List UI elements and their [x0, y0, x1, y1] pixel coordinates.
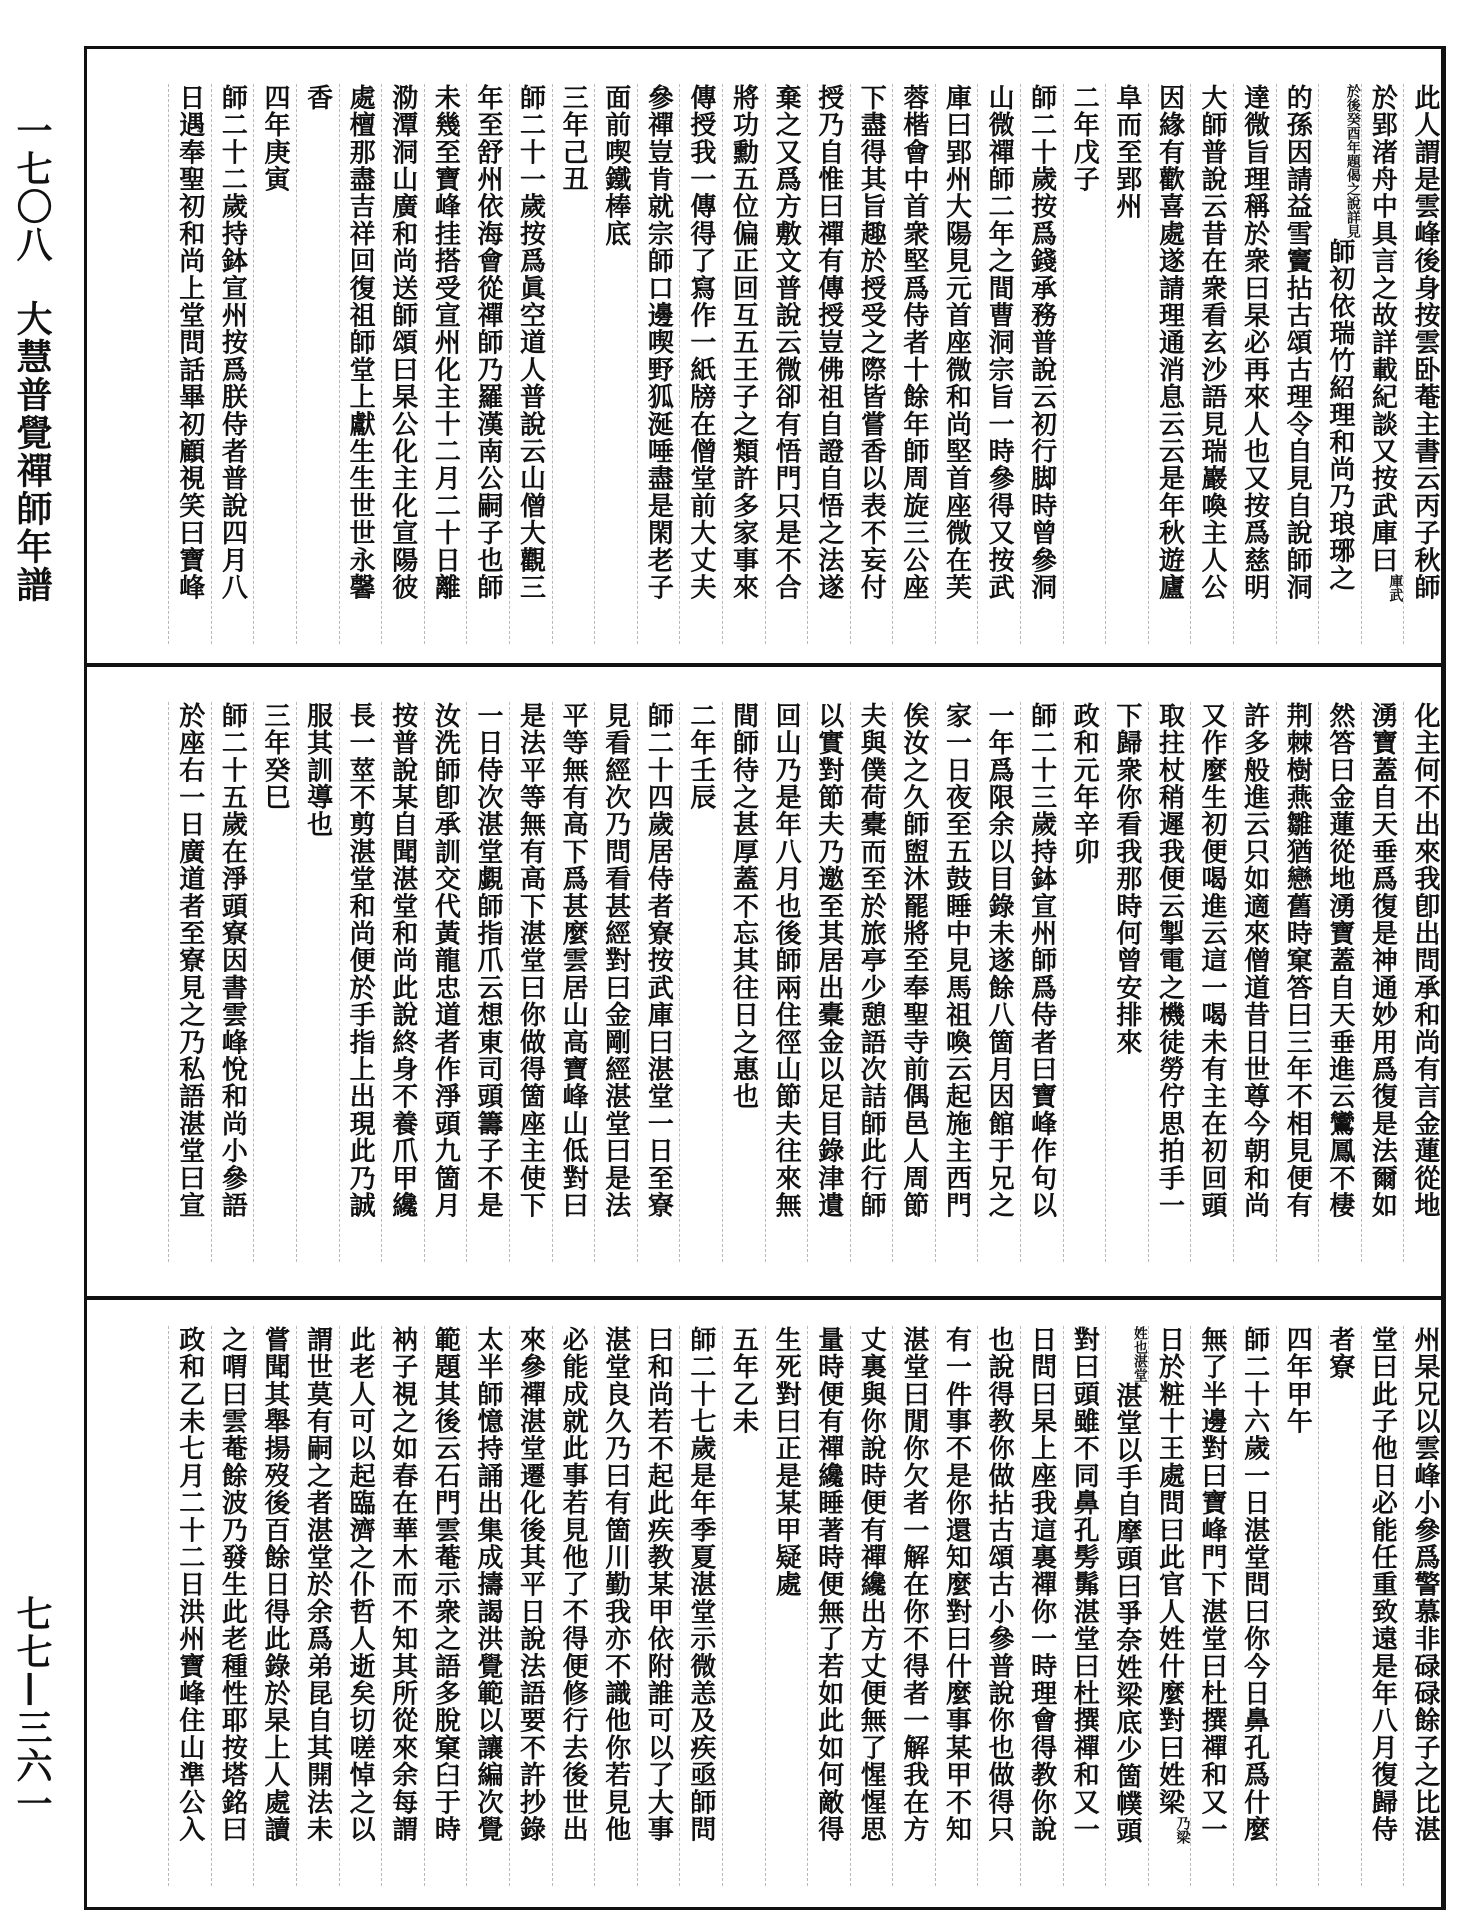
text-column [381, 702, 424, 1262]
column-text: 化主何不出來我卽出問承和尚有言金蓮從地 [1410, 702, 1440, 1219]
text-column [637, 702, 680, 1262]
note-line: 題偈之說詳見 [1344, 154, 1361, 238]
column-text: 家一日夜至五鼓睡中見馬祖喚云起施主西門 [941, 702, 972, 1219]
column-text: 是法平等無有高下湛堂曰你做得箇座主使下 [515, 702, 546, 1219]
column-text: 大師普說云昔在衆看玄沙語見瑞巖喚主人公 [1197, 84, 1228, 601]
text-column [935, 702, 978, 1262]
text-column [552, 702, 595, 1262]
note-line: 乃 [1174, 1815, 1191, 1830]
column-text: 之喟曰雲菴餘波乃發生此老種性耶按塔銘曰 [217, 1326, 248, 1843]
column-text: 長一莖不剪湛堂和尚便於手指上出現此乃誠 [345, 702, 376, 1219]
column-text: 二年戊子 [1069, 84, 1100, 193]
column-text: 一年爲限余以目錄未遂餘八箇月因館于兄之 [984, 702, 1015, 1219]
text-column [424, 84, 467, 644]
text-column [296, 702, 339, 1262]
column-text: 於郢渚舟中具言之故詳載紀談又按武庫曰 [1367, 84, 1398, 574]
text-column [765, 702, 808, 1262]
column-text: 以實對節夫乃邀至其居出橐金以足目錄津遺 [813, 702, 844, 1219]
column-text: 湧寶蓋自天垂爲復是神通妙用爲復是法爾如 [1367, 702, 1398, 1219]
text-column [339, 702, 382, 1262]
text-column [722, 84, 765, 644]
column-text: 湛堂良久乃曰有箇川勤我亦不識他你若見他 [600, 1326, 631, 1843]
text-column [424, 1326, 467, 1886]
text-column [1063, 1326, 1106, 1886]
text-column [850, 1326, 893, 1886]
column-text: 許多般進云只如適來僧道昔日世尊今朝和尚 [1239, 702, 1270, 1219]
column-text: 於座右一日廣道者至寮見之乃私語湛堂曰宣 [174, 702, 205, 1219]
note-line: 於後癸酉年 [1344, 84, 1361, 154]
text-column [807, 702, 850, 1262]
column-text: 平等無有高下爲甚麼雲居山高寶峰山低對曰 [558, 702, 589, 1219]
text-column [1148, 84, 1191, 644]
text-column [211, 84, 254, 644]
text-column [637, 84, 680, 644]
column-text: 師二十六歲一日湛堂問曰你今日鼻孔爲什麼 [1239, 1326, 1270, 1843]
text-column [594, 1326, 637, 1886]
text-column [1020, 1326, 1063, 1886]
column-text: 下盡得其旨趣於授受之際皆嘗香以表不妄付 [856, 84, 887, 601]
text-column [977, 84, 1020, 644]
column-text: 師二十七歲是年季夏湛堂示微恙及疾亟師問 [685, 1326, 716, 1843]
column-text: 師初依瑞竹紹理和尚乃琅琊之 [1324, 238, 1355, 592]
column-text: 庫曰郢州大陽見元首座微和尚堅首座微在芙 [941, 84, 972, 601]
text-column [1233, 702, 1276, 1262]
column-text: 政和元年辛卯 [1069, 702, 1100, 866]
column-text: 汝洗師卽承訓交代黃龍忠道者作淨頭九箇月 [430, 702, 461, 1219]
text-panel-bottom [100, 1326, 1446, 1896]
column-text: 回山乃是年八月也後師兩住徑山節夫往來無 [771, 702, 802, 1219]
interlinear-note [1173, 1816, 1190, 1844]
text-column [339, 1326, 382, 1886]
interlinear-note [1344, 84, 1361, 238]
text-column [1403, 702, 1446, 1262]
text-column [637, 1326, 680, 1886]
column-text: 山微禪師二年之間曹洞宗旨一時參得又按武 [984, 84, 1015, 601]
column-text: 棄之又爲方敷文普說云微卻有悟門只是不合 [771, 84, 802, 601]
column-text: 授乃自惟曰禪有傳授豈佛祖自證自悟之法遂 [813, 84, 844, 601]
column-text: 湛堂以手自摩頭曰爭奈姓梁底少箇幞頭 [1111, 1382, 1142, 1845]
column-text: 三年癸巳 [259, 702, 290, 811]
column-text: 丈裏與你說時便有禪纔出方丈便無了惺惺思 [856, 1326, 887, 1843]
column-text: 也說得教你做拈古頌古小參普說你也做得只 [984, 1326, 1015, 1843]
column-text: 謂世莫有嗣之者湛堂於余爲弟昆自其開法未 [302, 1326, 333, 1843]
column-text: 量時便有禪纔睡著時便無了若如此如何敵得 [813, 1326, 844, 1843]
column-text: 師二十五歲在淨頭寮因書雲峰悅和尚小參語 [217, 702, 248, 1219]
text-column [1233, 84, 1276, 644]
column-text: 三年己丑 [558, 84, 589, 193]
text-column [1276, 1326, 1319, 1886]
page-number: 七七—三六一 [11, 1595, 53, 1823]
interlinear-note [1131, 1326, 1148, 1382]
page-code: 一七〇八 [11, 112, 53, 264]
text-column [466, 1326, 509, 1886]
text-column [381, 84, 424, 644]
column-text: 處檀那盡吉祥回復祖師堂上獻生生世世永馨 [345, 84, 376, 601]
text-column [1190, 702, 1233, 1262]
column-text: 將功勳五位偏正回互五王子之類許多家事來 [728, 84, 759, 601]
text-column [1020, 84, 1063, 644]
text-column [1020, 702, 1063, 1262]
text-column [850, 84, 893, 644]
column-text: 的孫因請益雪竇拈古頌古理令自見自說師洞 [1282, 84, 1313, 601]
text-column [807, 1326, 850, 1886]
text-column [424, 702, 467, 1262]
column-text: 嘗聞其舉揚歿後百餘日得此錄於杲上人處讀 [259, 1326, 290, 1843]
text-column [1361, 84, 1404, 644]
text-column [722, 1326, 765, 1886]
text-column [1361, 702, 1404, 1262]
text-column [892, 84, 935, 644]
column-text: 堂曰此子他日必能任重致遠是年八月復歸侍 [1367, 1326, 1398, 1843]
text-column [765, 1326, 808, 1886]
text-column [253, 702, 296, 1262]
column-text: 生死對曰正是某甲疑處 [771, 1326, 802, 1598]
column-text: 間師待之甚厚蓋不忘其往日之惠也 [728, 702, 759, 1110]
text-column [1105, 702, 1148, 1262]
text-column [1403, 84, 1446, 644]
note-line: 武 [1387, 587, 1404, 602]
column-text: 者寮 [1324, 1326, 1355, 1381]
column-text: 對曰頭雖不同鼻孔髣髴湛堂曰杜撰禪和又一 [1069, 1326, 1100, 1843]
text-column [935, 84, 978, 644]
text-column [253, 1326, 296, 1886]
column-text: 年至舒州依海會從禪師乃羅漢南公嗣子也師 [472, 84, 503, 601]
column-text: 荆棘樹燕雛猶戀舊時窠答曰三年不相見便有 [1282, 702, 1313, 1219]
column-text: 達微旨理稱於衆曰杲必再來人也又按爲慈明 [1239, 84, 1270, 601]
text-column [935, 1326, 978, 1886]
column-text: 二年壬辰 [685, 702, 716, 811]
column-text: 五年乙未 [728, 1326, 759, 1435]
text-column [339, 84, 382, 644]
column-text: 衲子視之如春在華木而不知其所從來余每謂 [387, 1326, 418, 1843]
column-text: 太半師憶持誦出集成擣謁洪覺範以讓編次覺 [472, 1326, 503, 1843]
text-column [296, 1326, 339, 1886]
column-text: 見看經次乃問看甚經對曰金剛經湛堂曰是法 [600, 702, 631, 1219]
text-column [1233, 1326, 1276, 1886]
text-column [552, 1326, 595, 1886]
column-text: 下歸衆你看我那時何曾安排來 [1111, 702, 1142, 1056]
text-column [168, 84, 211, 644]
interlinear-note [1386, 574, 1403, 602]
note-line: 湛堂 [1131, 1354, 1148, 1382]
text-panel-top [100, 84, 1446, 654]
text-column [679, 84, 722, 644]
text-column [594, 702, 637, 1262]
text-panel-middle [100, 702, 1446, 1272]
column-text: 日於粧十王處問曰此官人姓什麼對曰姓梁 [1154, 1326, 1185, 1816]
text-column [466, 84, 509, 644]
text-column [211, 1326, 254, 1886]
column-text: 按普說某自聞湛堂和尚此說終身不養爪甲纔 [387, 702, 418, 1219]
text-column [679, 702, 722, 1262]
column-text: 服其訓導也 [302, 702, 333, 838]
column-text: 州杲兄以雲峰小參爲警慕非碌碌餘子之比湛 [1410, 1326, 1440, 1843]
text-column [1148, 702, 1191, 1262]
text-column [1105, 84, 1148, 644]
column-text: 面前喫鐵棒底 [600, 84, 631, 248]
column-text: 蓉楷會中首衆堅爲侍者十餘年師周旋三公座 [898, 84, 929, 601]
column-text: 因緣有歡喜處遂請理通消息云云是年秋遊廬 [1154, 84, 1185, 601]
column-text: 四年庚寅 [259, 84, 290, 193]
column-text: 日問曰杲上座我這裏禪你一時理會得教你說 [1026, 1326, 1057, 1843]
column-text: 泐潭洞山廣和尚送師頌曰杲公化主化宣陽彼 [387, 84, 418, 601]
text-column [850, 702, 893, 1262]
text-column [722, 702, 765, 1262]
column-text: 師二十三歲持鉢宣州師爲侍者曰寶峰作句以 [1026, 702, 1057, 1219]
text-column [509, 1326, 552, 1886]
text-column [1361, 1326, 1404, 1886]
text-column [296, 84, 339, 644]
column-text: 師二十一歲按爲眞空道人普說云山僧大觀三 [515, 84, 546, 601]
column-text: 來參禪湛堂遷化後其平日說法語要不許抄錄 [515, 1326, 546, 1843]
column-text: 夫與僕荷橐而至於旅亭少憩語次詰師此行師 [856, 702, 887, 1219]
column-text: 然答曰金蓮從地湧寶蓋自天垂進云鸞鳳不棲 [1324, 702, 1355, 1219]
text-column [211, 702, 254, 1262]
column-text: 師二十四歲居侍者寮按武庫曰湛堂一日至寮 [643, 702, 674, 1219]
text-column [977, 702, 1020, 1262]
text-column [1403, 1326, 1446, 1886]
column-text: 此人謂是雲峰後身按雲卧菴主書云丙子秋師 [1410, 84, 1440, 601]
text-column [807, 84, 850, 644]
text-column [1105, 1326, 1148, 1886]
column-text: 政和乙未七月二十二日洪州寶峰住山準公入 [174, 1326, 205, 1843]
note-line: 姓也 [1131, 1326, 1148, 1354]
column-text: 未幾至寶峰挂搭受宣州化主十二月二十日離 [430, 84, 461, 601]
text-column [168, 1326, 211, 1886]
text-column [509, 702, 552, 1262]
text-column [1148, 1326, 1191, 1886]
text-column [381, 1326, 424, 1886]
text-column [1190, 84, 1233, 644]
text-column [509, 84, 552, 644]
column-text: 又作麼生初便喝進云這一喝未有主在初回頭 [1197, 702, 1228, 1219]
text-column [594, 84, 637, 644]
column-text: 取拄杖稍遲我便云掣電之機徒勞佇思拍手一 [1154, 702, 1185, 1219]
text-column [977, 1326, 1020, 1886]
column-text: 此老人可以起臨濟之仆哲人逝矣切嗟悼之以 [345, 1326, 376, 1843]
column-text: 阜而至郢州 [1111, 84, 1142, 220]
text-column [679, 1326, 722, 1886]
note-line: 梁 [1174, 1829, 1191, 1844]
text-column [466, 702, 509, 1262]
column-text: 有一件事不是你還知麼對曰什麼事某甲不知 [941, 1326, 972, 1843]
column-text: 日遇奉聖初和尚上堂問話畢初顧視笑曰寶峰 [174, 84, 205, 601]
column-text: 一日侍次湛堂覷師指爪云想東司頭籌子不是 [472, 702, 503, 1219]
column-text: 範題其後云石門雲菴示衆之語多脫窠臼于時 [430, 1326, 461, 1843]
column-text: 師二十二歲持鉢宣州按爲朕侍者普說四月八 [217, 84, 248, 601]
text-column [1318, 84, 1361, 644]
text-column [1318, 1326, 1361, 1886]
text-column [1063, 702, 1106, 1262]
column-text: 曰和尚若不起此疾教某甲依附誰可以了大事 [643, 1326, 674, 1843]
column-text: 四年甲午 [1282, 1326, 1313, 1435]
text-column [168, 702, 211, 1262]
text-column [552, 84, 595, 644]
panel-divider [84, 1296, 1446, 1300]
column-text: 無了半邊對曰寶峰門下湛堂曰杜撰禪和又一 [1197, 1326, 1228, 1843]
text-column [253, 84, 296, 644]
panel-divider [84, 663, 1446, 667]
text-column [892, 702, 935, 1262]
column-text: 香 [302, 84, 333, 112]
column-text: 湛堂曰閒你欠者一解在你不得者一解我在方 [898, 1326, 929, 1843]
column-text: 俟汝之久師盥沐罷將至奉聖寺前偶邑人周節 [898, 702, 929, 1219]
text-column [1276, 702, 1319, 1262]
text-column [892, 1326, 935, 1886]
column-text: 師二十歲按爲錢承務普說云初行脚時曾參洞 [1026, 84, 1057, 601]
column-text: 傳授我一傳得了寫作一紙牓在僧堂前大丈夫 [685, 84, 716, 601]
text-column [1276, 84, 1319, 644]
text-column [1190, 1326, 1233, 1886]
text-column [765, 84, 808, 644]
text-column [1318, 702, 1361, 1262]
text-column [1063, 84, 1106, 644]
note-line: 庫 [1387, 573, 1404, 588]
book-title: 大慧普覺禪師年譜 [11, 300, 53, 604]
column-text: 參禪豈肯就宗師口邊喫野狐涎唾盡是閑老子 [643, 84, 674, 601]
column-text: 必能成就此事若見他了不得便修行去後世出 [558, 1326, 589, 1843]
